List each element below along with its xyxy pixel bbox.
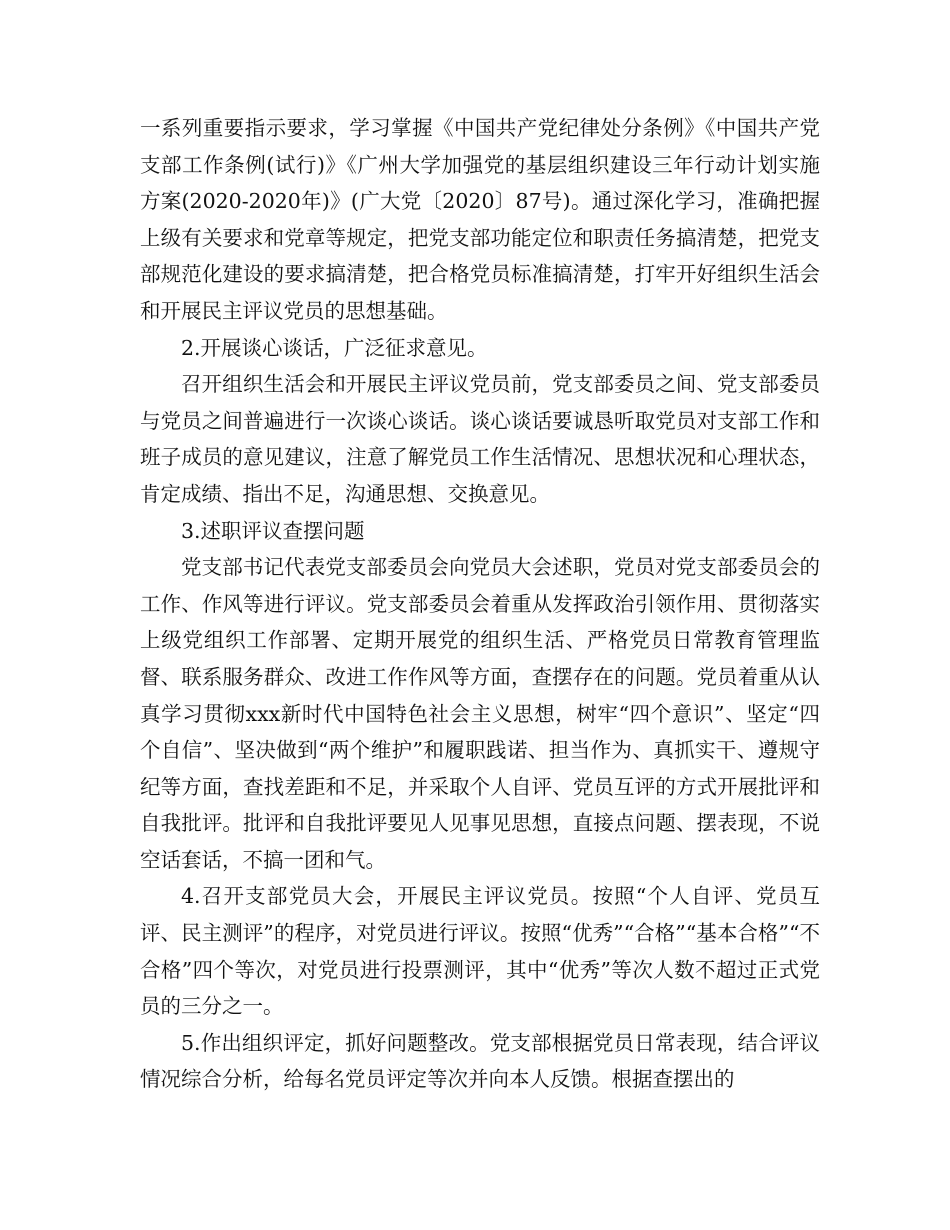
paragraph-heart-to-heart-talks: 召开组织生活会和开展民主评议党员前，党支部委员之间、党支部委员与党员之间普遍进行一次谈心谈话。谈心谈话要诚恳听取党员对支部工作和班子成员的意见建议，注意了解党员工作生活情况、思想状况和心理状态，肯定成绩、指出不足，沟通思想、交换意见。	[140, 372, 820, 506]
paragraph-report-review: 党支部书记代表党支部委员会向党员大会述职，党员对党支部委员会的工作、作风等进行评议。党支部委员会着重从发挥政治引领作用、贯彻落实上级党组织工作部署、定期开展党的组织生活、严格党员日常教育管理监督、联系服务群众、改进工作作风等方面，查摆存在的问题。党员着重从认真学习贯彻xxx新时代中国特色社会主义思想，树牢“四个意识”、坚定“四个自信”、坚决做到“两个维护”和履职践诺、担当作为、真抓实干、遵规守纪等方面，查找差距和不足，并采取个人自评、党员互评的方式开展批评和自我批评。批评和自我批评要见人见事见思想，直接点问题、摆表现，不说空话套话，不搞一团和气。	[140, 555, 820, 872]
heading-report-review: 3.述职评议查摆问题	[181, 518, 365, 543]
heading-heart-to-heart-talks: 2.开展谈心谈话，广泛征求意见。	[181, 335, 488, 360]
paragraph-organizational-evaluation: 5.作出组织评定，抓好问题整改。党支部根据党员日常表现，结合评议情况综合分析，给每名党员评定等次并向本人反馈。根据查摆出的	[140, 1030, 820, 1092]
paragraph-study-requirements: 一系列重要指示要求，学习掌握《中国共产党纪律处分条例》《中国共产党支部工作条例(试行)》《广州大学加强党的基层组织建设三年行动计划实施方案(2020-2020年)》(广大党〔2020〕87号)。通过深化学习，准确把握上级有关要求和党章等规定，把党支部功能定位和职责任务搞清楚，把党支部规范化建设的要求搞清楚，把合格党员标准搞清楚，打牢开好组织生活会和开展民主评议党员的思想基础。	[140, 116, 820, 323]
paragraph-party-member-assembly: 4.召开支部党员大会，开展民主评议党员。按照“个人自评、党员互评、民主测评”的程序，对党员进行评议。按照“优秀”“合格”“基本合格”“不合格”四个等次，对党员进行投票测评，其中“优秀”等次人数不超过正式党员的三分之一。	[140, 884, 820, 1019]
document-body	[140, 110, 820, 1098]
